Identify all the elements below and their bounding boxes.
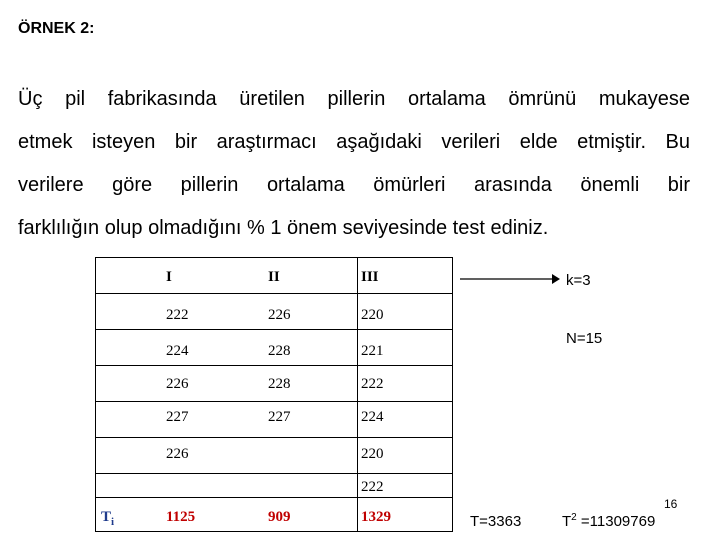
sample-size-note: N=15: [566, 330, 603, 347]
table-row-divider: [95, 401, 453, 402]
table-border-bottom: [95, 531, 453, 532]
t2-exponent: 2: [571, 512, 577, 523]
total-column-1: 1125: [166, 509, 196, 525]
table-row-divider: [95, 293, 453, 294]
table-row-divider: [95, 497, 453, 498]
group-count-note: k=3: [566, 272, 591, 289]
grand-total-note: T=3363: [470, 513, 522, 530]
table-row-divider: [95, 473, 453, 474]
table-divider-2-3: [357, 257, 358, 532]
totals-label-main: T: [101, 509, 112, 525]
table-cell: 222: [166, 307, 189, 323]
problem-statement: [18, 78, 690, 250]
grand-total-squared-note: [562, 512, 655, 530]
arrow-right-icon: [460, 272, 560, 286]
table-cell: 220: [361, 307, 384, 323]
t2-value: =11309769: [576, 513, 656, 530]
totals-label-subscript: i: [111, 516, 115, 528]
data-table: [95, 257, 453, 532]
table-cell: 226: [166, 446, 189, 462]
table-cell: 224: [166, 343, 189, 359]
table-cell: 222: [361, 479, 384, 495]
problem-line-3: verilere göre pillerin ortalama ömürleri arasında önemli bir: [18, 174, 690, 196]
page-number: 16: [664, 497, 678, 511]
table-border-top: [95, 257, 453, 258]
table-cell: 228: [268, 343, 291, 359]
table-cell: 224: [361, 409, 384, 425]
table-cell: 228: [268, 376, 291, 392]
table-cell: 220: [361, 446, 384, 462]
table-cell: 227: [268, 409, 291, 425]
total-column-2: 909: [268, 509, 291, 525]
table-border-left: [95, 257, 96, 532]
table-row-divider: [95, 365, 453, 366]
example-title: ÖRNEK 2:: [18, 20, 95, 37]
t2-base: T: [562, 513, 572, 530]
table-cell: 221: [361, 343, 384, 359]
problem-line-1: Üç pil fabrikasında üretilen pillerin ortalama ömrünü mukayese: [18, 88, 690, 110]
total-column-3: 1329: [361, 509, 391, 525]
table-row-divider: [95, 437, 453, 438]
table-cell: 226: [268, 307, 291, 323]
problem-line-2: etmek isteyen bir araştırmacı aşağıdaki verileri elde etmiştir. Bu: [18, 131, 690, 153]
table-cell: 222: [361, 376, 384, 392]
totals-row-label: [101, 509, 114, 528]
column-header-1: I: [166, 269, 172, 285]
column-header-2: II: [268, 269, 280, 285]
table-cell: 226: [166, 376, 189, 392]
table-row-divider: [95, 329, 453, 330]
table-cell: 227: [166, 409, 189, 425]
problem-line-4: farklılığın olup olmadığını % 1 önem seviyesinde test ediniz.: [18, 217, 549, 239]
column-header-3: III: [361, 269, 379, 285]
table-border-right: [452, 257, 453, 532]
